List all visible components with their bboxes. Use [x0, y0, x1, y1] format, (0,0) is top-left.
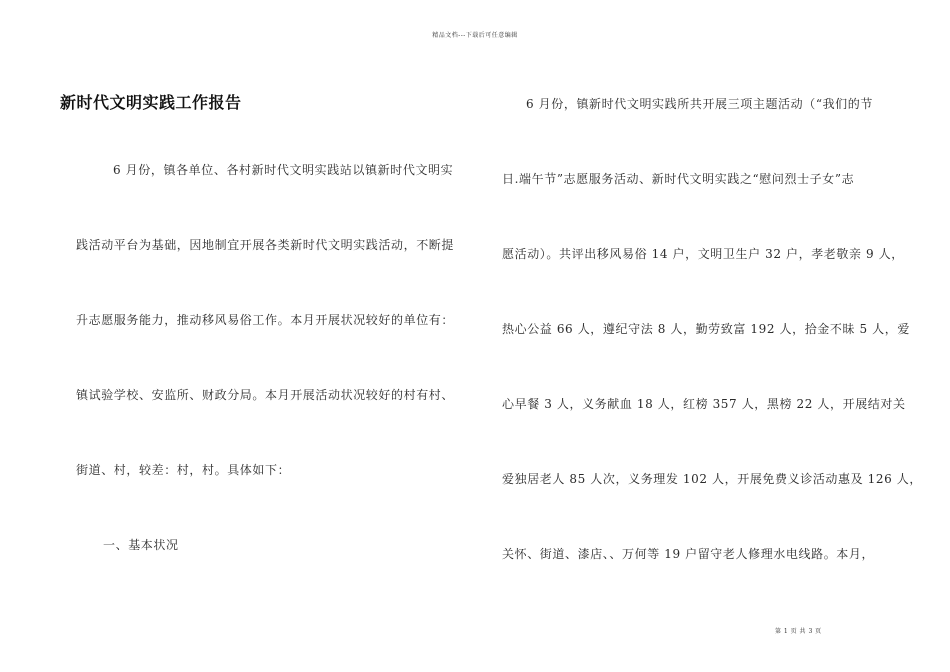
right-paragraph-line: 关怀、街道、漆店、、万何等 19 户留守老人修理水电线路。本月， [502, 547, 875, 561]
document-title: 新时代文明实践工作报告 [60, 93, 242, 112]
page-header-note: 精品文档---下载后可任意编辑 [432, 32, 518, 39]
page-number-indicator: 第 1 页 共 3 页 [775, 628, 822, 635]
left-paragraph-line: 践活动平台为基础，因地制宜开展各类新时代文明实践活动，不断提 [76, 238, 455, 252]
right-paragraph-line: 愿活动）。共评出移风易俗 14 户，文明卫生户 32 户，孝老敬亲 9 人， [502, 247, 904, 261]
left-paragraph-line: 6 月份，镇各单位、各村新时代文明实践站以镇新时代文明实 [113, 163, 454, 177]
right-paragraph-line: 日.端午节”志愿服务活动、新时代文明实践之“慰问烈士子女”志 [502, 172, 855, 186]
right-paragraph-line: 热心公益 66 人，遵纪守法 8 人，勤劳致富 192 人，拾金不昧 5 人，爱 [502, 322, 910, 336]
left-paragraph-line: 镇试验学校、安监所、财政分局。本月开展活动状况较好的村有村、 [76, 388, 455, 402]
right-paragraph-line: 6 月份，镇新时代文明实践所共开展三项主题活动（“我们的节 [526, 97, 873, 111]
right-paragraph-line: 心早餐 3 人，义务献血 18 人，红榜 357 人，黑榜 22 人，开展结对关 [502, 397, 906, 411]
right-paragraph-line: 爱独居老人 85 人次，义务理发 102 人，开展免费义诊活动惠及 126 人， [502, 472, 922, 486]
section-heading: 一、基本状况 [103, 538, 179, 552]
left-paragraph-line: 升志愿服务能力，推动移风易俗工作。本月开展状况较好的单位有： [76, 313, 455, 327]
left-paragraph-line: 街道、村，较差：村，村。具体如下： [76, 463, 291, 477]
